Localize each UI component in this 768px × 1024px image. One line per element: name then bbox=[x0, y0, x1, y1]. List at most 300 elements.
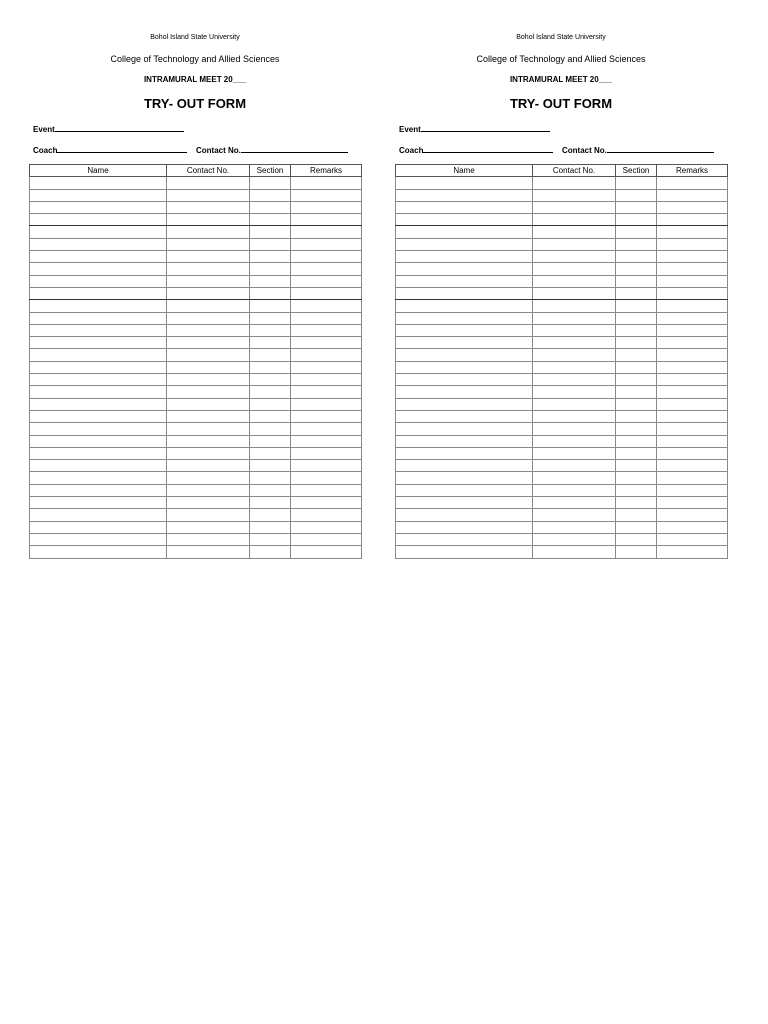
section-cell[interactable] bbox=[616, 374, 657, 386]
name-cell[interactable] bbox=[30, 484, 167, 496]
name-cell[interactable] bbox=[396, 177, 533, 189]
remarks-cell[interactable] bbox=[291, 509, 362, 521]
contact-cell[interactable] bbox=[167, 312, 250, 324]
section-cell[interactable] bbox=[250, 460, 291, 472]
name-cell[interactable] bbox=[396, 435, 533, 447]
contact-cell[interactable] bbox=[533, 423, 616, 435]
contact-cell[interactable] bbox=[533, 238, 616, 250]
name-cell[interactable] bbox=[30, 324, 167, 336]
name-cell[interactable] bbox=[396, 386, 533, 398]
contact-cell[interactable] bbox=[167, 386, 250, 398]
remarks-cell[interactable] bbox=[291, 533, 362, 545]
name-cell[interactable] bbox=[30, 349, 167, 361]
contact-cell[interactable] bbox=[167, 521, 250, 533]
table-row bbox=[396, 398, 728, 410]
contact-cell[interactable] bbox=[167, 435, 250, 447]
name-cell[interactable] bbox=[30, 386, 167, 398]
meet-heading: INTRAMURAL MEET 20___ bbox=[509, 75, 613, 84]
section-cell[interactable] bbox=[250, 374, 291, 386]
name-cell[interactable] bbox=[30, 177, 167, 189]
contact-cell[interactable] bbox=[533, 251, 616, 263]
remarks-cell[interactable] bbox=[291, 287, 362, 299]
table-row bbox=[30, 521, 362, 533]
table-row bbox=[396, 238, 728, 250]
section-cell[interactable] bbox=[250, 484, 291, 496]
name-cell[interactable] bbox=[30, 238, 167, 250]
contact-cell[interactable] bbox=[167, 374, 250, 386]
table-row bbox=[30, 189, 362, 201]
contact-cell[interactable] bbox=[533, 374, 616, 386]
remarks-cell[interactable] bbox=[657, 374, 728, 386]
remarks-cell[interactable] bbox=[291, 497, 362, 509]
remarks-cell[interactable] bbox=[291, 177, 362, 189]
contact-cell[interactable] bbox=[533, 484, 616, 496]
remarks-cell[interactable] bbox=[657, 312, 728, 324]
contact-cell[interactable] bbox=[167, 226, 250, 238]
contact-cell[interactable] bbox=[167, 263, 250, 275]
contact-field[interactable] bbox=[562, 144, 714, 156]
contact-cell[interactable] bbox=[167, 300, 250, 312]
section-cell[interactable] bbox=[616, 312, 657, 324]
name-cell[interactable] bbox=[30, 263, 167, 275]
remarks-cell[interactable] bbox=[291, 386, 362, 398]
contact-cell[interactable] bbox=[167, 533, 250, 545]
contact-cell[interactable] bbox=[167, 177, 250, 189]
table-row bbox=[30, 287, 362, 299]
name-cell[interactable] bbox=[30, 472, 167, 484]
contact-cell[interactable] bbox=[533, 214, 616, 226]
contact-cell[interactable] bbox=[167, 398, 250, 410]
section-cell[interactable] bbox=[616, 484, 657, 496]
remarks-cell[interactable] bbox=[291, 238, 362, 250]
section-cell[interactable] bbox=[250, 509, 291, 521]
name-cell[interactable] bbox=[396, 275, 533, 287]
contact-cell[interactable] bbox=[533, 497, 616, 509]
name-cell[interactable] bbox=[30, 287, 167, 299]
name-cell[interactable] bbox=[396, 374, 533, 386]
remarks-cell[interactable] bbox=[657, 447, 728, 459]
section-cell[interactable] bbox=[250, 263, 291, 275]
contact-cell[interactable] bbox=[533, 324, 616, 336]
name-cell[interactable] bbox=[396, 361, 533, 373]
event-blank-line[interactable] bbox=[55, 123, 184, 132]
table-row bbox=[396, 312, 728, 324]
contact-cell[interactable] bbox=[533, 410, 616, 422]
section-cell[interactable] bbox=[616, 398, 657, 410]
contact-cell[interactable] bbox=[167, 287, 250, 299]
contact-cell[interactable] bbox=[167, 251, 250, 263]
contact-blank-line[interactable] bbox=[607, 144, 714, 153]
contact-cell[interactable] bbox=[533, 201, 616, 213]
name-cell[interactable] bbox=[30, 546, 167, 558]
column-header-remarks: Remarks bbox=[657, 165, 728, 177]
remarks-cell[interactable] bbox=[291, 410, 362, 422]
contact-cell[interactable] bbox=[533, 386, 616, 398]
section-cell[interactable] bbox=[616, 386, 657, 398]
remarks-cell[interactable] bbox=[291, 300, 362, 312]
remarks-cell[interactable] bbox=[657, 214, 728, 226]
contact-label: Contact No. bbox=[562, 146, 607, 155]
remarks-cell[interactable] bbox=[291, 447, 362, 459]
remarks-cell[interactable] bbox=[291, 337, 362, 349]
name-cell[interactable] bbox=[396, 337, 533, 349]
name-cell[interactable] bbox=[396, 251, 533, 263]
section-cell[interactable] bbox=[616, 521, 657, 533]
remarks-cell[interactable] bbox=[657, 177, 728, 189]
name-cell[interactable] bbox=[30, 410, 167, 422]
section-cell[interactable] bbox=[250, 423, 291, 435]
remarks-cell[interactable] bbox=[657, 275, 728, 287]
contact-cell[interactable] bbox=[533, 509, 616, 521]
section-cell[interactable] bbox=[250, 324, 291, 336]
section-cell[interactable] bbox=[250, 447, 291, 459]
remarks-cell[interactable] bbox=[291, 398, 362, 410]
contact-cell[interactable] bbox=[533, 189, 616, 201]
section-cell[interactable] bbox=[250, 472, 291, 484]
section-cell[interactable] bbox=[616, 238, 657, 250]
name-cell[interactable] bbox=[396, 460, 533, 472]
section-cell[interactable] bbox=[616, 435, 657, 447]
name-cell[interactable] bbox=[30, 435, 167, 447]
name-cell[interactable] bbox=[396, 201, 533, 213]
section-cell[interactable] bbox=[616, 497, 657, 509]
contact-cell[interactable] bbox=[167, 410, 250, 422]
remarks-cell[interactable] bbox=[657, 337, 728, 349]
section-cell[interactable] bbox=[250, 349, 291, 361]
table-header-row bbox=[396, 165, 728, 177]
contact-cell[interactable] bbox=[533, 460, 616, 472]
event-blank-line[interactable] bbox=[421, 123, 550, 132]
section-cell[interactable] bbox=[250, 546, 291, 558]
section-cell[interactable] bbox=[616, 275, 657, 287]
section-cell[interactable] bbox=[616, 324, 657, 336]
remarks-cell[interactable] bbox=[657, 423, 728, 435]
contact-cell[interactable] bbox=[533, 263, 616, 275]
name-cell[interactable] bbox=[396, 214, 533, 226]
table-row bbox=[396, 374, 728, 386]
remarks-cell[interactable] bbox=[291, 484, 362, 496]
contact-cell[interactable] bbox=[533, 337, 616, 349]
remarks-cell[interactable] bbox=[657, 497, 728, 509]
contact-cell[interactable] bbox=[533, 521, 616, 533]
coach-blank-line[interactable] bbox=[57, 144, 187, 153]
table-row bbox=[30, 410, 362, 422]
remarks-cell[interactable] bbox=[657, 484, 728, 496]
section-cell[interactable] bbox=[250, 312, 291, 324]
name-cell[interactable] bbox=[30, 300, 167, 312]
remarks-cell[interactable] bbox=[657, 472, 728, 484]
section-cell[interactable] bbox=[250, 275, 291, 287]
table-row bbox=[30, 226, 362, 238]
event-field[interactable] bbox=[33, 123, 184, 135]
section-cell[interactable] bbox=[250, 533, 291, 545]
name-cell[interactable] bbox=[396, 300, 533, 312]
remarks-cell[interactable] bbox=[657, 201, 728, 213]
remarks-cell[interactable] bbox=[291, 189, 362, 201]
section-cell[interactable] bbox=[250, 226, 291, 238]
remarks-cell[interactable] bbox=[657, 226, 728, 238]
section-cell[interactable] bbox=[616, 287, 657, 299]
contact-cell[interactable] bbox=[167, 546, 250, 558]
table-row bbox=[396, 324, 728, 336]
section-cell[interactable] bbox=[250, 386, 291, 398]
contact-cell[interactable] bbox=[533, 226, 616, 238]
remarks-cell[interactable] bbox=[291, 423, 362, 435]
coach-field[interactable] bbox=[33, 144, 187, 156]
section-cell[interactable] bbox=[616, 214, 657, 226]
section-cell[interactable] bbox=[616, 251, 657, 263]
contact-cell[interactable] bbox=[533, 275, 616, 287]
section-cell[interactable] bbox=[616, 361, 657, 373]
university-name: Bohol Island State University bbox=[516, 34, 606, 41]
contact-cell[interactable] bbox=[167, 497, 250, 509]
section-cell[interactable] bbox=[250, 337, 291, 349]
section-cell[interactable] bbox=[616, 472, 657, 484]
section-cell[interactable] bbox=[616, 300, 657, 312]
table-row bbox=[30, 238, 362, 250]
name-cell[interactable] bbox=[30, 521, 167, 533]
event-field[interactable] bbox=[399, 123, 550, 135]
remarks-cell[interactable] bbox=[657, 509, 728, 521]
contact-cell[interactable] bbox=[533, 435, 616, 447]
contact-blank-line[interactable] bbox=[241, 144, 348, 153]
remarks-cell[interactable] bbox=[291, 312, 362, 324]
column-header-contact: Contact No. bbox=[533, 165, 616, 177]
remarks-cell[interactable] bbox=[291, 324, 362, 336]
table-row bbox=[396, 447, 728, 459]
section-cell[interactable] bbox=[616, 177, 657, 189]
remarks-cell[interactable] bbox=[657, 189, 728, 201]
remarks-cell[interactable] bbox=[657, 349, 728, 361]
remarks-cell[interactable] bbox=[291, 251, 362, 263]
contact-cell[interactable] bbox=[167, 349, 250, 361]
name-cell[interactable] bbox=[396, 472, 533, 484]
remarks-cell[interactable] bbox=[291, 349, 362, 361]
section-cell[interactable] bbox=[616, 410, 657, 422]
remarks-cell[interactable] bbox=[657, 533, 728, 545]
name-cell[interactable] bbox=[396, 546, 533, 558]
name-cell[interactable] bbox=[30, 251, 167, 263]
remarks-cell[interactable] bbox=[657, 287, 728, 299]
remarks-cell[interactable] bbox=[657, 251, 728, 263]
contact-cell[interactable] bbox=[533, 177, 616, 189]
remarks-cell[interactable] bbox=[291, 546, 362, 558]
name-cell[interactable] bbox=[396, 398, 533, 410]
table-row bbox=[396, 509, 728, 521]
section-cell[interactable] bbox=[250, 361, 291, 373]
name-cell[interactable] bbox=[396, 497, 533, 509]
contact-cell[interactable] bbox=[167, 275, 250, 287]
name-cell[interactable] bbox=[396, 521, 533, 533]
section-cell[interactable] bbox=[616, 533, 657, 545]
section-cell[interactable] bbox=[250, 300, 291, 312]
name-cell[interactable] bbox=[30, 226, 167, 238]
remarks-cell[interactable] bbox=[657, 398, 728, 410]
remarks-cell[interactable] bbox=[657, 410, 728, 422]
section-cell[interactable] bbox=[250, 287, 291, 299]
table-row bbox=[30, 374, 362, 386]
table-row bbox=[30, 312, 362, 324]
section-cell[interactable] bbox=[616, 460, 657, 472]
remarks-cell[interactable] bbox=[291, 201, 362, 213]
contact-cell[interactable] bbox=[167, 447, 250, 459]
remarks-cell[interactable] bbox=[291, 263, 362, 275]
remarks-cell[interactable] bbox=[657, 263, 728, 275]
remarks-cell[interactable] bbox=[657, 238, 728, 250]
contact-cell[interactable] bbox=[167, 361, 250, 373]
section-cell[interactable] bbox=[250, 201, 291, 213]
remarks-cell[interactable] bbox=[657, 324, 728, 336]
name-cell[interactable] bbox=[30, 497, 167, 509]
coach-blank-line[interactable] bbox=[423, 144, 553, 153]
name-cell[interactable] bbox=[396, 189, 533, 201]
name-cell[interactable] bbox=[396, 484, 533, 496]
contact-cell[interactable] bbox=[533, 533, 616, 545]
name-cell[interactable] bbox=[396, 324, 533, 336]
section-cell[interactable] bbox=[250, 398, 291, 410]
name-cell[interactable] bbox=[30, 423, 167, 435]
section-cell[interactable] bbox=[250, 497, 291, 509]
contact-cell[interactable] bbox=[167, 324, 250, 336]
coach-field[interactable] bbox=[399, 144, 553, 156]
contact-cell[interactable] bbox=[167, 509, 250, 521]
contact-cell[interactable] bbox=[167, 214, 250, 226]
table-row bbox=[396, 533, 728, 545]
table-row bbox=[396, 275, 728, 287]
contact-cell[interactable] bbox=[167, 484, 250, 496]
section-cell[interactable] bbox=[250, 435, 291, 447]
section-cell[interactable] bbox=[250, 214, 291, 226]
contact-cell[interactable] bbox=[533, 287, 616, 299]
remarks-cell[interactable] bbox=[291, 460, 362, 472]
contact-cell[interactable] bbox=[167, 337, 250, 349]
contact-cell[interactable] bbox=[533, 349, 616, 361]
name-cell[interactable] bbox=[30, 337, 167, 349]
remarks-cell[interactable] bbox=[657, 546, 728, 558]
name-cell[interactable] bbox=[396, 238, 533, 250]
remarks-cell[interactable] bbox=[657, 460, 728, 472]
section-cell[interactable] bbox=[616, 201, 657, 213]
section-cell[interactable] bbox=[250, 238, 291, 250]
section-cell[interactable] bbox=[250, 251, 291, 263]
remarks-cell[interactable] bbox=[291, 472, 362, 484]
name-cell[interactable] bbox=[30, 460, 167, 472]
remarks-cell[interactable] bbox=[291, 275, 362, 287]
name-cell[interactable] bbox=[396, 509, 533, 521]
event-label: Event bbox=[33, 125, 55, 134]
contact-cell[interactable] bbox=[167, 201, 250, 213]
table-row bbox=[396, 177, 728, 189]
name-cell[interactable] bbox=[30, 509, 167, 521]
section-cell[interactable] bbox=[616, 509, 657, 521]
contact-cell[interactable] bbox=[533, 300, 616, 312]
name-cell[interactable] bbox=[30, 275, 167, 287]
section-cell[interactable] bbox=[616, 349, 657, 361]
table-row bbox=[396, 423, 728, 435]
name-cell[interactable] bbox=[30, 214, 167, 226]
name-cell[interactable] bbox=[30, 533, 167, 545]
section-cell[interactable] bbox=[250, 177, 291, 189]
contact-cell[interactable] bbox=[167, 189, 250, 201]
section-cell[interactable] bbox=[616, 423, 657, 435]
name-cell[interactable] bbox=[30, 189, 167, 201]
table-row bbox=[30, 386, 362, 398]
section-cell[interactable] bbox=[250, 410, 291, 422]
name-cell[interactable] bbox=[396, 287, 533, 299]
section-cell[interactable] bbox=[250, 521, 291, 533]
name-cell[interactable] bbox=[396, 423, 533, 435]
name-cell[interactable] bbox=[30, 374, 167, 386]
college-name: College of Technology and Allied Sciences bbox=[110, 54, 280, 64]
table-row bbox=[396, 349, 728, 361]
name-cell[interactable] bbox=[396, 533, 533, 545]
name-cell[interactable] bbox=[396, 447, 533, 459]
name-cell[interactable] bbox=[396, 312, 533, 324]
remarks-cell[interactable] bbox=[657, 361, 728, 373]
event-label: Event bbox=[399, 125, 421, 134]
contact-cell[interactable] bbox=[533, 472, 616, 484]
name-cell[interactable] bbox=[30, 201, 167, 213]
remarks-cell[interactable] bbox=[291, 214, 362, 226]
remarks-cell[interactable] bbox=[291, 435, 362, 447]
table-row bbox=[396, 189, 728, 201]
contact-cell[interactable] bbox=[533, 447, 616, 459]
remarks-cell[interactable] bbox=[657, 521, 728, 533]
roster-table bbox=[395, 164, 728, 559]
name-cell[interactable] bbox=[396, 349, 533, 361]
name-cell[interactable] bbox=[30, 398, 167, 410]
remarks-cell[interactable] bbox=[291, 521, 362, 533]
remarks-cell[interactable] bbox=[657, 300, 728, 312]
contact-cell[interactable] bbox=[167, 472, 250, 484]
contact-cell[interactable] bbox=[167, 460, 250, 472]
section-cell[interactable] bbox=[250, 189, 291, 201]
contact-cell[interactable] bbox=[533, 312, 616, 324]
contact-cell[interactable] bbox=[167, 238, 250, 250]
section-cell[interactable] bbox=[616, 226, 657, 238]
table-row bbox=[30, 460, 362, 472]
contact-cell[interactable] bbox=[533, 546, 616, 558]
name-cell[interactable] bbox=[30, 312, 167, 324]
section-cell[interactable] bbox=[616, 337, 657, 349]
university-name: Bohol Island State University bbox=[150, 34, 240, 41]
table-row bbox=[30, 300, 362, 312]
remarks-cell[interactable] bbox=[657, 386, 728, 398]
remarks-cell[interactable] bbox=[657, 435, 728, 447]
name-cell[interactable] bbox=[396, 226, 533, 238]
contact-cell[interactable] bbox=[167, 423, 250, 435]
section-cell[interactable] bbox=[616, 263, 657, 275]
name-cell[interactable] bbox=[30, 447, 167, 459]
section-cell[interactable] bbox=[616, 189, 657, 201]
remarks-cell[interactable] bbox=[291, 374, 362, 386]
table-row bbox=[396, 226, 728, 238]
table-row bbox=[396, 472, 728, 484]
table-row bbox=[30, 177, 362, 189]
remarks-cell[interactable] bbox=[291, 226, 362, 238]
coach-label: Coach bbox=[33, 146, 58, 155]
contact-field[interactable] bbox=[196, 144, 348, 156]
name-cell[interactable] bbox=[396, 263, 533, 275]
contact-cell[interactable] bbox=[533, 361, 616, 373]
section-cell[interactable] bbox=[616, 546, 657, 558]
name-cell[interactable] bbox=[396, 410, 533, 422]
name-cell[interactable] bbox=[30, 361, 167, 373]
table-row bbox=[30, 214, 362, 226]
contact-cell[interactable] bbox=[533, 398, 616, 410]
remarks-cell[interactable] bbox=[291, 361, 362, 373]
section-cell[interactable] bbox=[616, 447, 657, 459]
